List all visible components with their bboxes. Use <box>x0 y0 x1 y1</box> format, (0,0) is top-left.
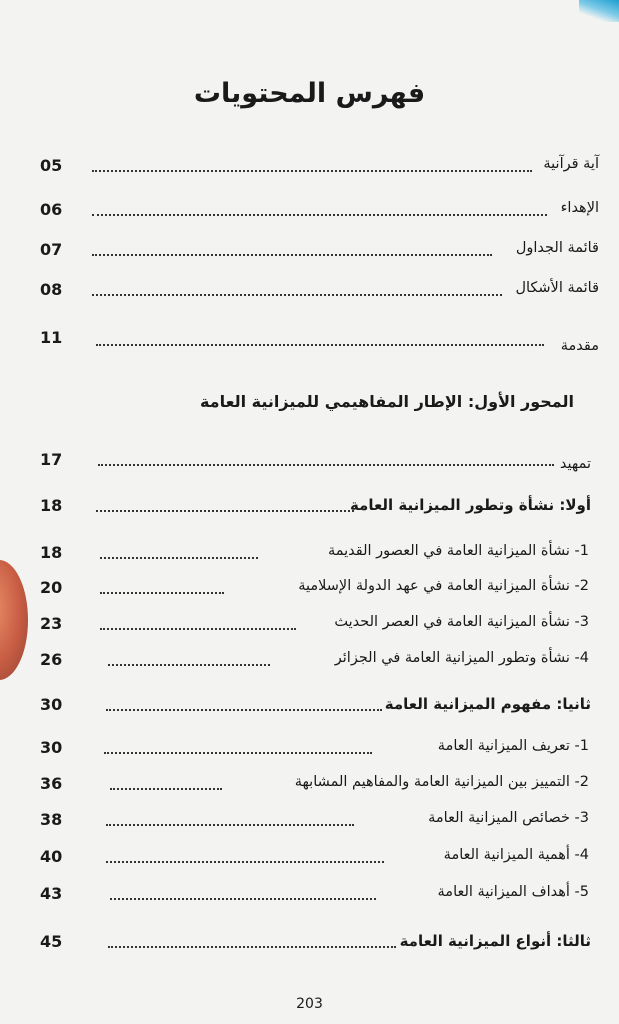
toc-entry <box>0 650 619 674</box>
toc-label: تمهيد <box>559 456 591 472</box>
toc-page-number: 30 <box>40 695 63 714</box>
toc-label: 1- تعريف الميزانية العامة <box>437 738 589 754</box>
page-corner-decoration <box>579 0 619 22</box>
toc-leader <box>104 752 372 754</box>
toc-leader <box>92 254 492 256</box>
toc-entry <box>0 450 619 474</box>
toc-entry <box>0 614 619 638</box>
toc-page-number: 30 <box>40 738 63 757</box>
toc-leader <box>110 898 376 900</box>
toc-page-number: 08 <box>40 280 63 299</box>
toc-page-number: 36 <box>40 774 63 793</box>
toc-leader <box>92 214 547 216</box>
toc-page-number: 26 <box>40 650 63 669</box>
toc-entry <box>0 738 619 762</box>
toc-label: قائمة الجداول <box>515 240 599 256</box>
toc-leader <box>96 510 354 512</box>
toc-page-number: 11 <box>40 328 63 347</box>
toc-page-number: 17 <box>40 450 63 469</box>
toc-leader <box>106 861 384 863</box>
toc-page-number: 06 <box>40 200 63 219</box>
toc-page-number: 07 <box>40 240 63 259</box>
toc-label: 2- التمييز بين الميزانية العامة والمفاهيم المشابهة <box>294 774 589 790</box>
toc-page-number: 20 <box>40 578 63 597</box>
toc-entry <box>0 578 619 602</box>
toc-page-number: 45 <box>40 932 63 951</box>
toc-entry <box>0 695 619 719</box>
toc-page-number: 43 <box>40 884 63 903</box>
toc-entry <box>0 932 619 956</box>
toc-label: 1- نشأة الميزانية العامة في العصور القديمة <box>327 543 589 559</box>
toc-entry <box>0 496 619 520</box>
toc-page-number: 38 <box>40 810 63 829</box>
toc-label: قائمة الأشكال <box>515 280 599 296</box>
toc-leader <box>108 664 270 666</box>
section-heading: المحور الأول: الإطار المفاهيمي للميزانية العامة <box>199 392 575 411</box>
toc-entry <box>0 240 619 264</box>
toc-page-number: 40 <box>40 847 63 866</box>
toc-entry <box>0 847 619 871</box>
toc-label: 4- نشأة وتطور الميزانية العامة في الجزائر <box>334 650 589 666</box>
toc-leader <box>100 628 296 630</box>
toc-label: 2- نشأة الميزانية العامة في عهد الدولة الإسلامية <box>298 578 589 594</box>
toc-leader <box>98 464 554 466</box>
toc-entry <box>0 810 619 834</box>
toc-leader <box>100 557 258 559</box>
toc-label: آية قرآنية <box>543 156 599 172</box>
toc-leader <box>96 344 544 346</box>
toc-entry <box>0 280 619 304</box>
toc-page-number: 18 <box>40 543 63 562</box>
toc-leader <box>106 709 382 711</box>
toc-leader <box>106 824 354 826</box>
toc-label: الإهداء <box>560 200 599 216</box>
toc-label: 3- نشأة الميزانية العامة في العصر الحديث <box>334 614 589 630</box>
toc-entry <box>0 328 619 352</box>
toc-leader <box>110 788 222 790</box>
page-number: 203 <box>296 996 323 1012</box>
toc-label: مقدمة <box>560 338 599 354</box>
toc-page-number: 05 <box>40 156 63 175</box>
page-title: فهرس المحتويات <box>193 78 426 109</box>
toc-entry <box>0 774 619 798</box>
toc-label: 5- أهداف الميزانية العامة <box>437 884 589 900</box>
toc-leader <box>100 592 224 594</box>
toc-leader <box>108 946 396 948</box>
toc-label: 3- خصائص الميزانية العامة <box>428 810 589 826</box>
toc-page-number: 23 <box>40 614 63 633</box>
toc-label: أولا: نشأة وتطور الميزانية العامة <box>349 496 591 514</box>
toc-entry <box>0 200 619 224</box>
toc-leader <box>92 294 502 296</box>
toc-label: 4- أهمية الميزانية العامة <box>443 847 589 863</box>
toc-leader <box>92 170 532 172</box>
toc-label: ثانيا: مفهوم الميزانية العامة <box>384 695 591 713</box>
toc-entry <box>0 156 619 180</box>
toc-entry <box>0 884 619 908</box>
toc-label: ثالثا: أنواع الميزانية العامة <box>399 932 591 950</box>
toc-page-number: 18 <box>40 496 63 515</box>
toc-entry <box>0 543 619 567</box>
